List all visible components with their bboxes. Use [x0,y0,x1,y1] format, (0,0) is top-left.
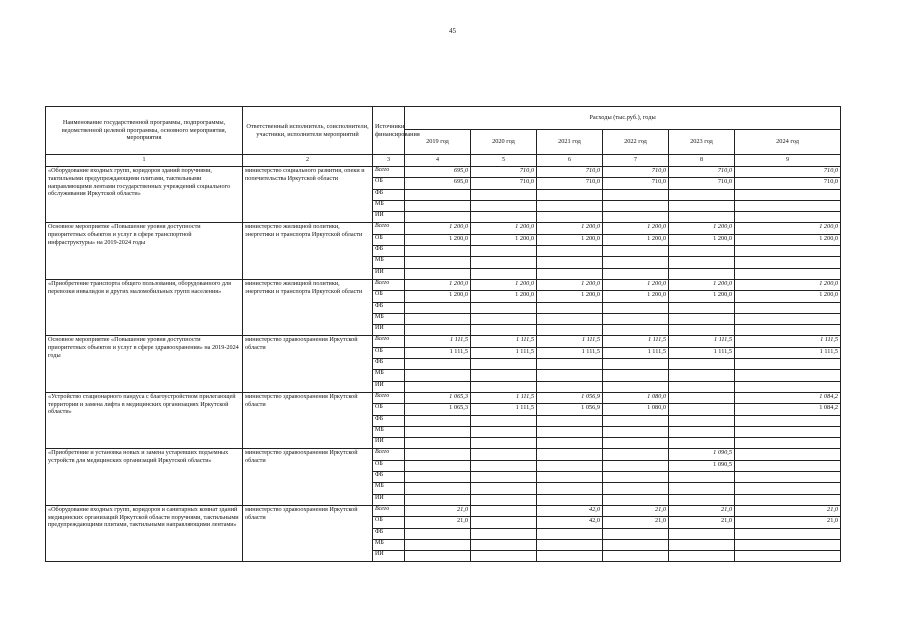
empty-value [735,426,841,437]
activity-name: «Устройство стационарного пандуса с благоустройством прилегающей территории и замена лифта в медицинских организациях Иркутской области» [46,392,243,448]
empty-value [603,246,669,257]
total-value [669,392,735,403]
ob-value: 1 200,0 [603,234,669,245]
ob-value: 1 200,0 [735,291,841,302]
empty-value [669,472,735,483]
table-row [46,449,841,460]
total-value [471,505,537,516]
activity-name: «Оборудование входных групп, коридоров и санитарных комнат зданий медицинских организаций Иркутской области поручнями, тактильными предупреждающими плитами, тактильными направляющими лентами» [46,505,243,561]
empty-value [537,313,603,324]
activity-name: Основное мероприятие «Повышение уровня доступности приоритетных объектов и услуг в сфере здравоохранения» на 2019-2024 годы [46,336,243,392]
responsible-executor: министерство жилищной политики, энергетики и транспорта Иркутской области [243,223,373,279]
header-year: 2019 год [405,130,471,155]
empty-value [669,212,735,223]
empty-value [537,302,603,313]
empty-value [471,483,537,494]
funding-source: ФБ [373,528,405,539]
column-number: 9 [735,155,841,167]
header-year: 2023 год [669,130,735,155]
header-sources: Источники финансирования [373,107,405,155]
empty-value [669,381,735,392]
empty-value [735,370,841,381]
empty-value [405,438,471,449]
empty-value [405,246,471,257]
ob-value: 1 065,3 [405,404,471,415]
ob-value: 1 111,5 [669,347,735,358]
empty-value [405,200,471,211]
empty-value [471,268,537,279]
empty-value [471,426,537,437]
ob-value: 710,0 [471,178,537,189]
total-value: 21,0 [405,505,471,516]
funding-source: ИИ [373,268,405,279]
empty-value [669,359,735,370]
total-value: 710,0 [603,167,669,178]
empty-value [669,370,735,381]
empty-value [537,189,603,200]
empty-value [669,494,735,505]
funding-source: ФБ [373,246,405,257]
table-row [46,279,841,290]
funding-source: ОБ [373,460,405,471]
empty-value [603,257,669,268]
ob-value: 1 111,5 [735,347,841,358]
empty-value [471,528,537,539]
empty-value [735,551,841,562]
empty-value [603,381,669,392]
empty-value [735,325,841,336]
empty-value [669,528,735,539]
funding-source: ИИ [373,325,405,336]
empty-value [735,472,841,483]
ob-value: 710,0 [735,178,841,189]
funding-source: Всего [373,279,405,290]
table-row [46,392,841,403]
empty-value [603,415,669,426]
empty-value [537,325,603,336]
empty-value [669,200,735,211]
funding-source: ОБ [373,347,405,358]
empty-value [735,257,841,268]
ob-value: 1 200,0 [537,291,603,302]
funding-source: ФБ [373,359,405,370]
empty-value [603,551,669,562]
activity-name: «Оборудование входных групп, коридоров зданий поручнями, тактильными предупреждающими плитами, тактильными направляющими лентами государственных учреждений социального обслуживания Иркутской области» [46,167,243,223]
ob-value [471,460,537,471]
empty-value [603,359,669,370]
ob-value [471,517,537,528]
empty-value [603,370,669,381]
total-value: 1 111,5 [669,336,735,347]
empty-value [537,426,603,437]
expenditure-table [45,106,841,562]
ob-value: 1 200,0 [471,291,537,302]
ob-value: 1 200,0 [405,291,471,302]
empty-value [735,483,841,494]
activity-name: Основное мероприятие «Повышение уровня доступности приоритетных объектов и услуг в сфере транспортной инфраструктуры» на 2019-2024 годы [46,223,243,279]
responsible-executor: министерство здравоохранения Иркутской области [243,449,373,505]
empty-value [405,325,471,336]
empty-value [471,189,537,200]
table-row [46,505,841,516]
empty-value [603,189,669,200]
empty-value [471,200,537,211]
empty-value [735,494,841,505]
total-value [471,449,537,460]
empty-value [405,551,471,562]
total-value: 1 200,0 [405,223,471,234]
funding-source: Всего [373,449,405,460]
ob-value: 1 200,0 [669,234,735,245]
table-row [46,167,841,178]
empty-value [537,212,603,223]
ob-value: 1 056,9 [537,404,603,415]
header-name: Наименование государственной программы, подпрограммы, ведомственной целевой программы, основного мероприятия, мероприятия [46,107,243,155]
empty-value [471,551,537,562]
total-value: 1 111,5 [405,336,471,347]
total-value: 695,0 [405,167,471,178]
total-value: 21,0 [735,505,841,516]
total-value: 1 200,0 [471,279,537,290]
empty-value [471,359,537,370]
empty-value [669,302,735,313]
total-value: 1 111,5 [537,336,603,347]
ob-value: 1 111,5 [603,347,669,358]
empty-value [735,268,841,279]
ob-value: 1 111,5 [405,347,471,358]
empty-value [537,472,603,483]
ob-value: 1 200,0 [735,234,841,245]
empty-value [669,483,735,494]
empty-value [537,381,603,392]
ob-value [669,404,735,415]
funding-source: ИИ [373,551,405,562]
empty-value [603,494,669,505]
funding-source: Всего [373,167,405,178]
empty-value [471,438,537,449]
ob-value [603,460,669,471]
total-value: 21,0 [603,505,669,516]
empty-value [669,426,735,437]
funding-source: Всего [373,392,405,403]
column-number: 1 [46,155,243,167]
header-year: 2020 год [471,130,537,155]
header-year: 2021 год [537,130,603,155]
ob-value: 21,0 [603,517,669,528]
ob-value: 710,0 [669,178,735,189]
funding-source: Всего [373,505,405,516]
total-value: 1 200,0 [405,279,471,290]
empty-value [471,494,537,505]
ob-value: 21,0 [669,517,735,528]
empty-value [669,257,735,268]
activity-name: «Приобретение транспорта общего пользования, оборудованного для перевозки инвалидов и других маломобильных групп населения» [46,279,243,335]
empty-value [669,551,735,562]
funding-source: ФБ [373,472,405,483]
ob-value [405,460,471,471]
ob-value: 695,0 [405,178,471,189]
empty-value [603,472,669,483]
ob-value: 1 200,0 [405,234,471,245]
empty-value [669,438,735,449]
table-row [46,223,841,234]
empty-value [405,268,471,279]
ob-value: 21,0 [735,517,841,528]
empty-value [405,189,471,200]
ob-value: 1 084,2 [735,404,841,415]
total-value: 42,0 [537,505,603,516]
total-value: 1 084,2 [735,392,841,403]
responsible-executor: министерство здравоохранения Иркутской области [243,392,373,448]
empty-value [471,257,537,268]
funding-source: МБ [373,257,405,268]
empty-value [735,381,841,392]
empty-value [471,381,537,392]
ob-value: 1 200,0 [537,234,603,245]
total-value: 1 090,5 [669,449,735,460]
column-number: 8 [669,155,735,167]
funding-source: ФБ [373,302,405,313]
total-value: 1 200,0 [537,223,603,234]
ob-value: 1 111,5 [537,347,603,358]
empty-value [669,268,735,279]
empty-value [471,539,537,550]
ob-value [735,460,841,471]
empty-value [603,200,669,211]
total-value: 1 065,3 [405,392,471,403]
column-number: 7 [603,155,669,167]
ob-value: 21,0 [405,517,471,528]
table-row [46,336,841,347]
total-value: 1 056,9 [537,392,603,403]
empty-value [405,426,471,437]
responsible-executor: министерство здравоохранения Иркутской области [243,505,373,561]
ob-value: 1 090,5 [669,460,735,471]
empty-value [405,483,471,494]
funding-source: ИИ [373,381,405,392]
total-value [603,449,669,460]
page-number: 45 [449,27,456,35]
total-value: 1 111,5 [735,336,841,347]
funding-source: МБ [373,370,405,381]
empty-value [471,415,537,426]
total-value: 1 200,0 [603,279,669,290]
funding-source: ИИ [373,212,405,223]
empty-value [735,539,841,550]
empty-value [537,257,603,268]
empty-value [735,212,841,223]
empty-value [669,415,735,426]
responsible-executor: министерство социального развития, опеки и попечительства Иркутской области [243,167,373,223]
funding-source: Всего [373,223,405,234]
header-responsible: Ответственный исполнитель, соисполнители, участники, исполнители мероприятий [243,107,373,155]
funding-source: ОБ [373,404,405,415]
funding-source: МБ [373,539,405,550]
ob-value: 1 111,5 [471,347,537,358]
empty-value [405,313,471,324]
ob-value: 1 200,0 [471,234,537,245]
empty-value [603,438,669,449]
empty-value [603,212,669,223]
empty-value [471,302,537,313]
empty-value [669,189,735,200]
empty-value [471,472,537,483]
ob-value [537,460,603,471]
empty-value [603,426,669,437]
column-number: 5 [471,155,537,167]
activity-name: «Приобретение и установка новых и замена устаревших подъемных устройств для медицинских организаций Иркутской области» [46,449,243,505]
empty-value [405,212,471,223]
funding-source: ОБ [373,234,405,245]
empty-value [405,539,471,550]
empty-value [669,539,735,550]
total-value: 1 111,5 [471,336,537,347]
empty-value [735,359,841,370]
funding-source: ОБ [373,291,405,302]
empty-value [537,370,603,381]
empty-value [537,246,603,257]
empty-value [735,189,841,200]
funding-source: ИИ [373,494,405,505]
empty-value [405,302,471,313]
empty-value [471,370,537,381]
funding-source: ОБ [373,517,405,528]
ob-value: 42,0 [537,517,603,528]
empty-value [405,494,471,505]
funding-source: ОБ [373,178,405,189]
empty-value [669,313,735,324]
empty-value [735,302,841,313]
empty-value [405,257,471,268]
total-value: 1 200,0 [669,223,735,234]
total-value: 1 200,0 [669,279,735,290]
empty-value [603,528,669,539]
ob-value: 1 200,0 [669,291,735,302]
total-value: 710,0 [735,167,841,178]
funding-source: Всего [373,336,405,347]
empty-value [537,539,603,550]
empty-value [735,438,841,449]
funding-source: ФБ [373,415,405,426]
funding-source: МБ [373,426,405,437]
total-value: 1 200,0 [735,223,841,234]
ob-value: 710,0 [537,178,603,189]
total-value: 1 200,0 [537,279,603,290]
empty-value [471,325,537,336]
empty-value [537,268,603,279]
column-number: 3 [373,155,405,167]
empty-value [405,415,471,426]
column-number: 6 [537,155,603,167]
total-value: 710,0 [669,167,735,178]
header-year: 2022 год [603,130,669,155]
total-value: 1 200,0 [603,223,669,234]
table-body [46,167,841,562]
funding-source: МБ [373,313,405,324]
header-year: 2024 год [735,130,841,155]
empty-value [603,313,669,324]
total-value: 1 111,5 [603,336,669,347]
empty-value [537,494,603,505]
funding-source: ФБ [373,189,405,200]
total-value [405,449,471,460]
empty-value [735,313,841,324]
empty-value [471,212,537,223]
empty-value [537,438,603,449]
total-value: 710,0 [471,167,537,178]
ob-value: 1 200,0 [603,291,669,302]
empty-value [735,246,841,257]
ob-value: 1 080,0 [603,404,669,415]
empty-value [669,325,735,336]
empty-value [603,483,669,494]
empty-value [471,246,537,257]
empty-value [603,325,669,336]
empty-value [405,381,471,392]
empty-value [603,539,669,550]
empty-value [537,200,603,211]
empty-value [735,415,841,426]
empty-value [537,551,603,562]
empty-value [735,528,841,539]
total-value: 710,0 [537,167,603,178]
funding-source: МБ [373,483,405,494]
ob-value: 1 111,5 [471,404,537,415]
responsible-executor: министерство здравоохранения Иркутской области [243,336,373,392]
empty-value [537,528,603,539]
empty-value [735,200,841,211]
empty-value [405,528,471,539]
header-expenses: Расходы (тыс.руб.), годы [405,107,841,130]
funding-source: ИИ [373,438,405,449]
empty-value [537,359,603,370]
empty-value [603,268,669,279]
total-value: 21,0 [669,505,735,516]
empty-value [405,359,471,370]
column-number: 2 [243,155,373,167]
column-number: 4 [405,155,471,167]
empty-value [537,415,603,426]
total-value: 1 080,0 [603,392,669,403]
empty-value [537,483,603,494]
empty-value [603,302,669,313]
total-value: 1 200,0 [471,223,537,234]
empty-value [669,246,735,257]
total-value: 1 200,0 [735,279,841,290]
empty-value [405,370,471,381]
funding-source: МБ [373,200,405,211]
responsible-executor: министерство жилищной политики, энергетики и транспорта Иркутской области [243,279,373,335]
total-value: 1 111,5 [471,392,537,403]
empty-value [405,472,471,483]
empty-value [471,313,537,324]
total-value [537,449,603,460]
ob-value: 710,0 [603,178,669,189]
total-value [735,449,841,460]
